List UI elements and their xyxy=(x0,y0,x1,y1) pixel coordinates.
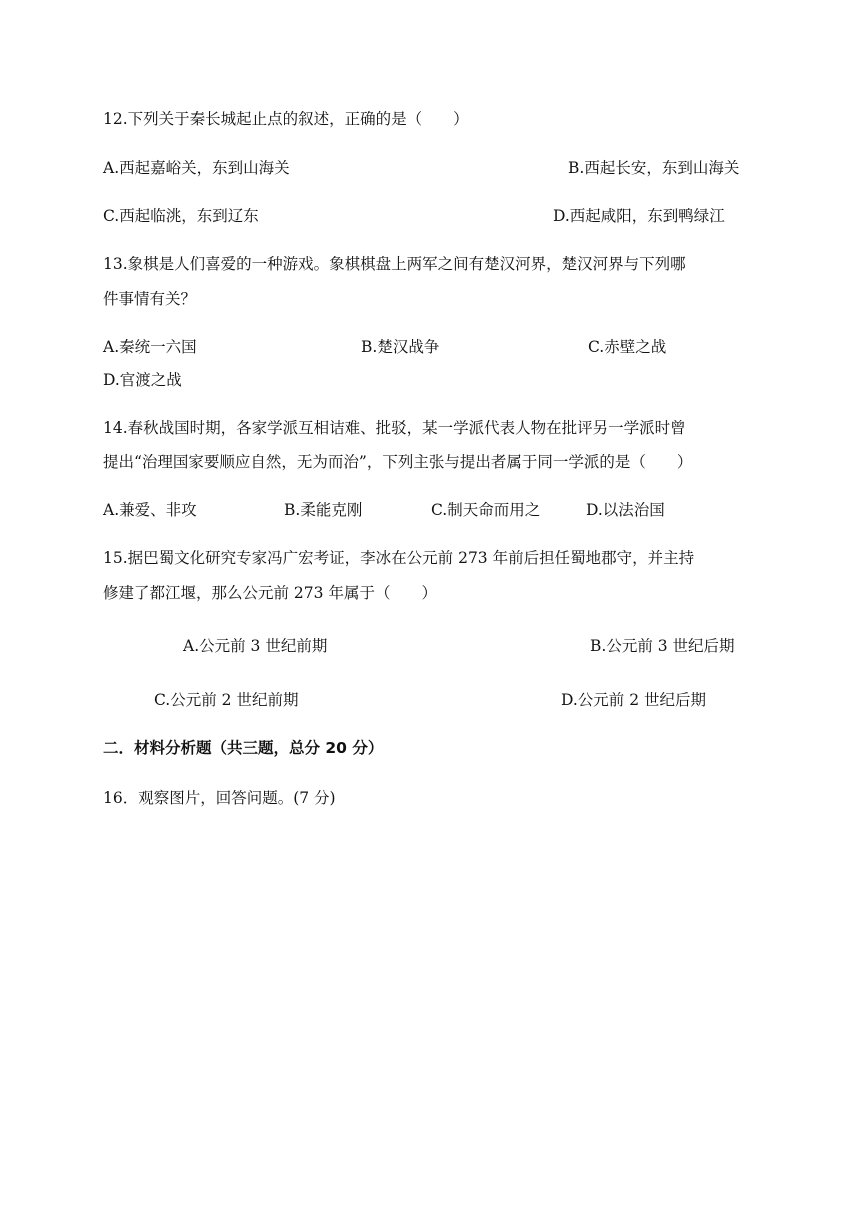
question-15-option-b: B.公元前 3 世纪后期 xyxy=(590,637,735,655)
question-13-option-d: D.官渡之战 xyxy=(103,371,182,389)
section-2-heading: 二．材料分析题（共三题，总分 20 分） xyxy=(103,739,384,757)
question-12-option-d: D.西起咸阳，东到鸭绿江 xyxy=(553,207,725,225)
question-13-stem-line-2: 件事情有关？ xyxy=(103,290,197,308)
question-15-option-c: C.公元前 2 世纪前期 xyxy=(154,691,299,709)
question-14-stem-line-1: 14.春秋战国时期，各家学派互相诘难、批驳，某一学派代表人物在批评另一学派时曾 xyxy=(103,419,686,437)
question-15-stem-line-1: 15.据巴蜀文化研究专家冯广宏考证，李冰在公元前 273 年前后担任蜀地郡守，并主持 xyxy=(103,549,695,567)
question-12-option-b: B.西起长安，东到山海关 xyxy=(568,159,740,177)
question-13-option-c: C.赤壁之战 xyxy=(588,338,667,356)
question-12-stem: 12.下列关于秦长城起止点的叙述，正确的是（ ） xyxy=(103,110,469,128)
question-14-option-c: C.制天命而用之 xyxy=(431,501,541,519)
question-13-stem-line-1: 13.象棋是人们喜爱的一种游戏。象棋棋盘上两军之间有楚汉河界，楚汉河界与下列哪 xyxy=(103,255,686,273)
question-15-stem-line-2: 修建了都江堰，那么公元前 273 年属于（ ） xyxy=(103,584,437,602)
question-15-option-a: A.公元前 3 世纪前期 xyxy=(183,637,328,655)
question-16-stem: 16．观察图片，回答问题。(7 分) xyxy=(103,789,336,807)
question-15-option-d: D.公元前 2 世纪后期 xyxy=(561,691,707,709)
question-13-option-a: A.秦统一六国 xyxy=(103,338,197,356)
question-14-option-b: B.柔能克刚 xyxy=(284,501,363,519)
question-14-option-a: A.兼爱、非攻 xyxy=(103,501,197,519)
question-12-option-c: C.西起临洮，东到辽东 xyxy=(103,207,259,225)
question-13-option-b: B.楚汉战争 xyxy=(361,338,440,356)
question-14-stem-line-2: 提出“治理国家要顺应自然，无为而治”，下列主张与提出者属于同一学派的是（ ） xyxy=(103,453,693,471)
question-12-option-a: A.西起嘉峪关，东到山海关 xyxy=(103,159,290,177)
question-14-option-d: D.以法治国 xyxy=(586,501,665,519)
